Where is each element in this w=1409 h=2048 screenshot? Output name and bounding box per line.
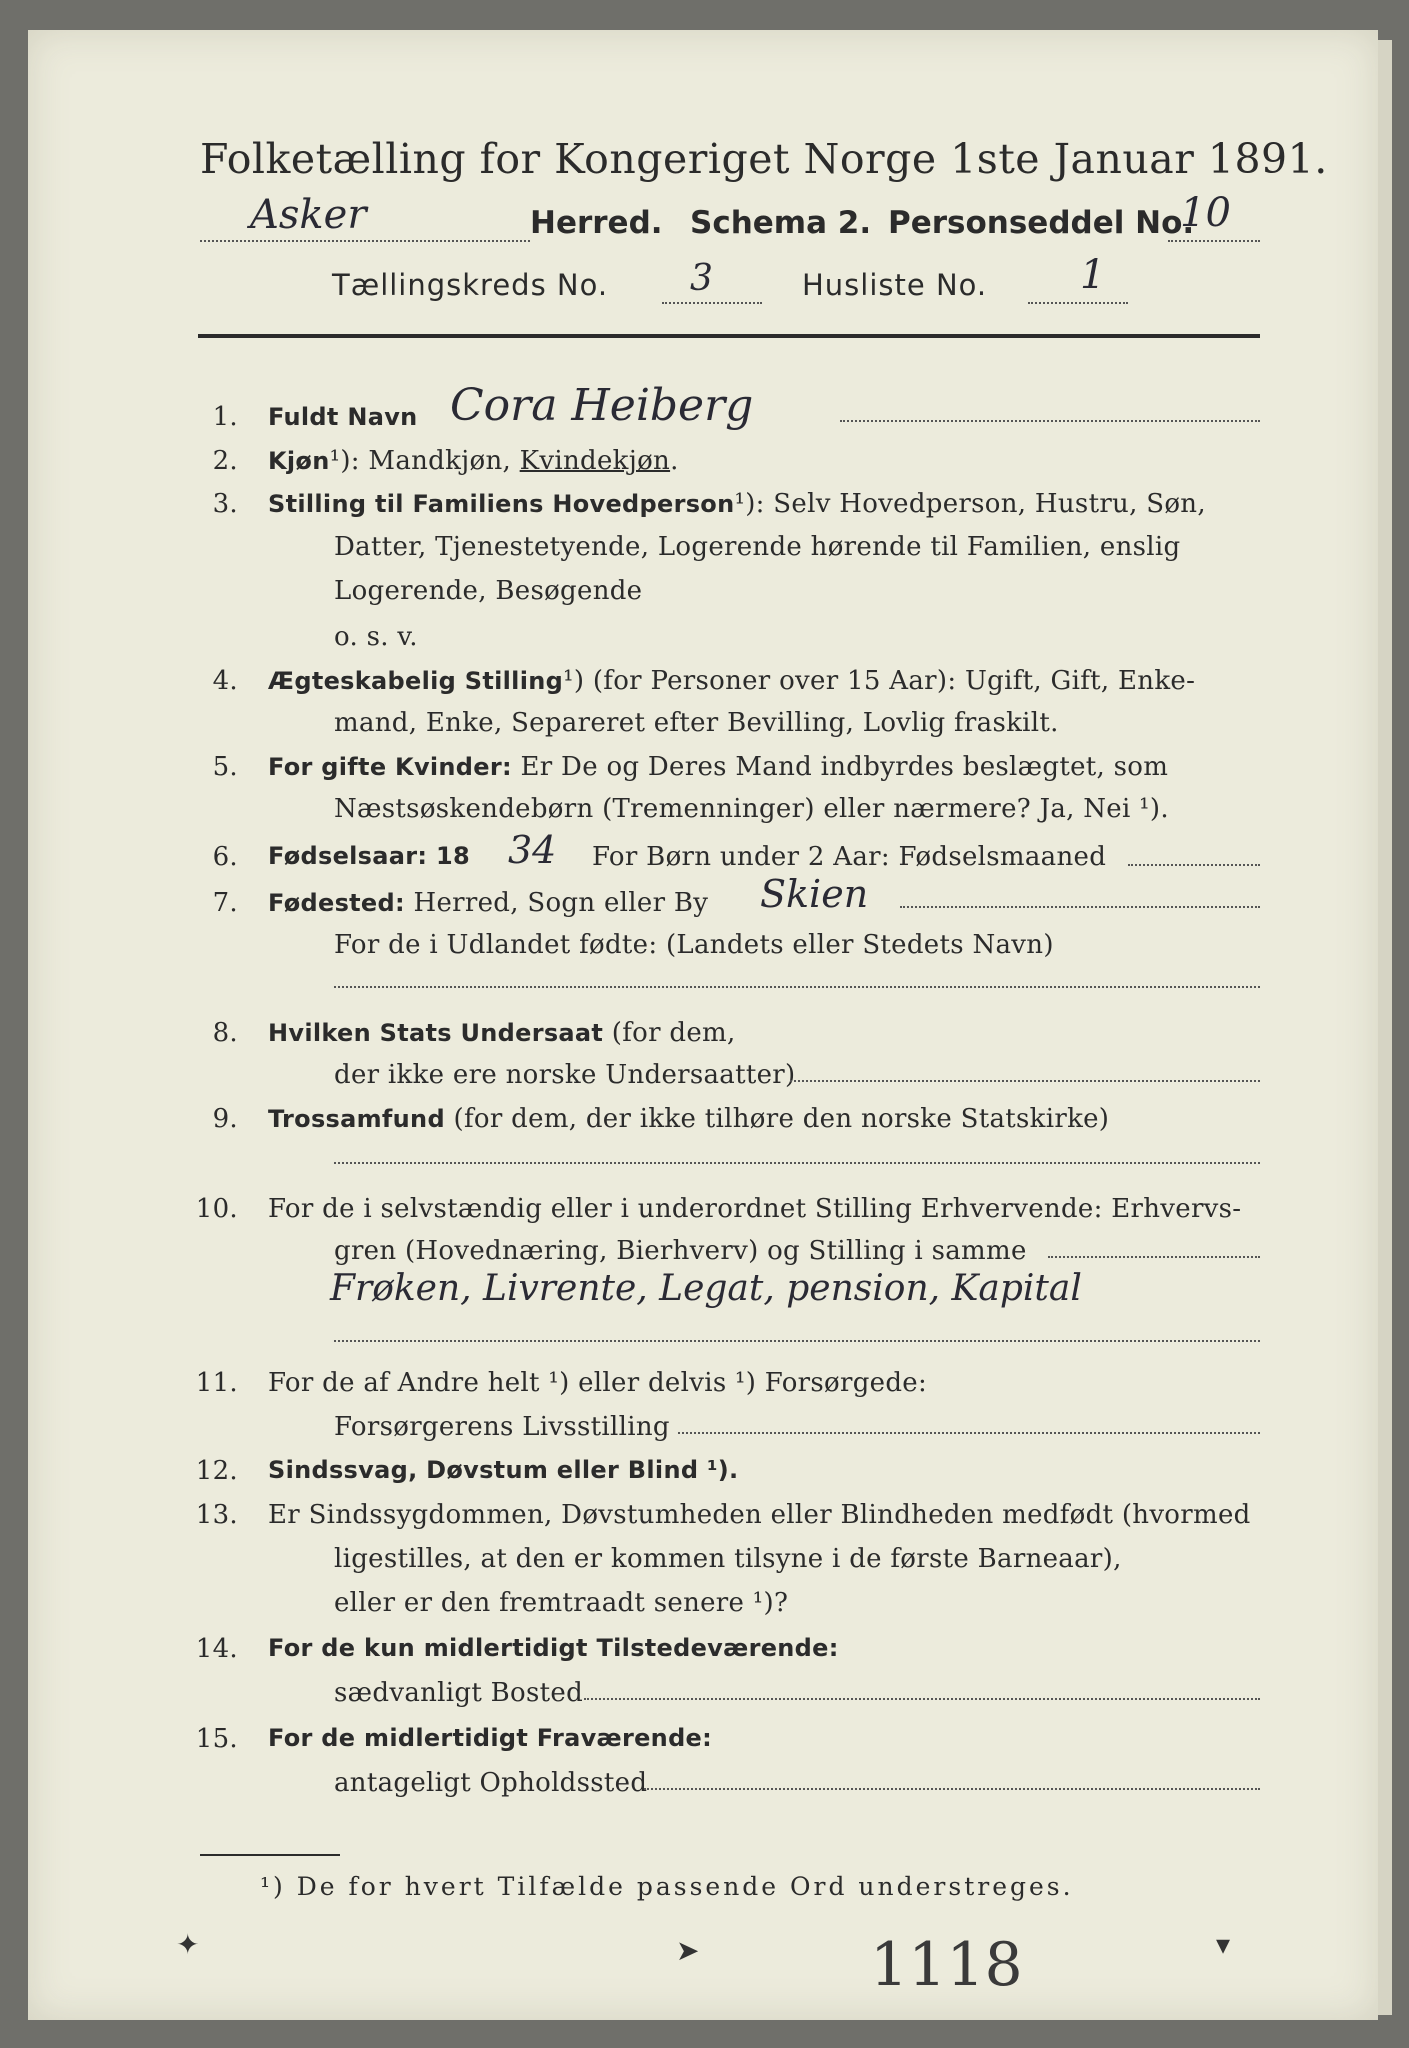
q3-line4: o. s. v. <box>334 622 418 652</box>
footnote-rule <box>200 1854 340 1856</box>
q1-label: Fuldt Navn <box>268 403 418 431</box>
q2-number: 2. <box>212 446 238 476</box>
q6-rest: For Børn under 2 Aar: Fødselsmaaned <box>592 842 1107 872</box>
q9-line1 <box>268 1104 1109 1134</box>
q2-rest-end: . <box>670 446 679 476</box>
header-rule <box>198 334 1260 338</box>
q4-line2: mand, Enke, Separeret efter Bevilling, Lovlig fraskilt. <box>334 708 1059 738</box>
page-edge <box>1378 40 1392 2015</box>
q7-birthplace-value: Skien <box>760 872 869 916</box>
husliste-dotted-line <box>1028 302 1128 304</box>
q7-dotted-line <box>900 906 1260 908</box>
q5-label: For gifte Kvinder: <box>268 753 512 781</box>
husliste-value: 1 <box>1080 252 1106 298</box>
q7-line1-rest: Herred, Sogn eller By <box>413 888 709 918</box>
q3-line1-rest: ¹): Selv Hovedperson, Hustru, Søn, <box>734 489 1206 519</box>
q13-line3: eller er den fremtraadt senere ¹)? <box>334 1588 789 1618</box>
q8-line1-rest: (for dem, <box>611 1018 736 1048</box>
q9-label: Trossamfund <box>268 1105 445 1133</box>
kreds-label: Tællingskreds No. <box>332 268 609 302</box>
q8-line2: der ikke ere norske Undersaatter) <box>334 1060 796 1090</box>
q7-blank-line <box>334 986 1260 988</box>
q8-number: 8. <box>212 1018 238 1048</box>
q10-dotted-line <box>1048 1256 1260 1258</box>
q4-line1 <box>268 666 1195 696</box>
q7-number: 7. <box>212 888 238 918</box>
registration-mark-center-icon: ➤ <box>676 1934 700 1967</box>
q10-line2: gren (Hovednæring, Bierhverv) og Stilling i samme <box>334 1236 1027 1266</box>
q15-dotted-line <box>644 1788 1260 1790</box>
q4-line1-rest: ¹) (for Personer over 15 Aar): Ugift, Gift, Enke- <box>563 666 1196 696</box>
q13-number: 13. <box>195 1500 238 1530</box>
herred-label: Herred. <box>530 205 663 241</box>
form-title: Folketælling for Kongeriget Norge 1ste Januar 1891. <box>200 135 1328 183</box>
q10-blank-line <box>334 1340 1260 1342</box>
q10-occupation-value: Frøken, Livrente, Legat, pension, Kapital <box>330 1268 1082 1309</box>
q9-line1-rest: (for dem, der ikke tilhøre den norske Statskirke) <box>453 1104 1110 1134</box>
q2-label: Kjøn <box>268 447 330 475</box>
q7-line2: For de i Udlandet fødte: (Landets eller Stedets Navn) <box>334 930 1054 960</box>
q8-dotted-line <box>790 1080 1260 1082</box>
q9-blank-line <box>334 1162 1260 1164</box>
q6-label: Fødselsaar: 18 <box>268 842 470 870</box>
q3-label: Stilling til Familiens Hovedperson <box>268 490 735 518</box>
q15-line2: antageligt Opholdssted <box>334 1768 648 1798</box>
page-number: 1118 <box>870 1930 1023 2000</box>
q3-line2: Datter, Tjenestetyende, Logerende hørende til Familien, enslig <box>334 532 1181 562</box>
herred-value: Asker <box>250 192 367 238</box>
personseddel-dotted-line <box>1168 240 1260 242</box>
q14-dotted-line <box>584 1698 1260 1700</box>
q13-line1: Er Sindssygdommen, Døvstumheden eller Blindheden medfødt (hvormed <box>268 1500 1251 1530</box>
q7-label: Fødested: <box>268 889 405 917</box>
q9-number: 9. <box>212 1104 238 1134</box>
q2-rest: ¹): Mandkjøn, <box>329 446 520 476</box>
q14-line2: sædvanligt Bosted <box>334 1678 584 1708</box>
q1-name-value: Cora Heiberg <box>450 380 754 431</box>
q3-line1 <box>268 489 1206 519</box>
q7-line1 <box>268 888 708 918</box>
q5-number: 5. <box>212 752 238 782</box>
footnote: ¹) De for hvert Tilfælde passende Ord understreges. <box>260 1872 1074 1901</box>
q15-number: 15. <box>195 1724 238 1754</box>
q12-line1: Sindssvag, Døvstum eller Blind ¹). <box>268 1456 739 1484</box>
q3-line3: Logerende, Besøgende <box>334 576 643 606</box>
q10-number: 10. <box>195 1194 238 1224</box>
q4-label: Ægteskabelig Stilling <box>268 667 564 695</box>
kreds-value: 3 <box>690 258 713 299</box>
q11-line1: For de af Andre helt ¹) eller delvis ¹) Forsørgede: <box>268 1368 928 1398</box>
schema-label: Schema 2. <box>690 205 872 241</box>
q6-number: 6. <box>212 842 238 872</box>
kreds-dotted-line <box>662 302 762 304</box>
herred-dotted-line <box>200 240 530 242</box>
q15-line1: For de midlertidigt Fraværende: <box>268 1724 713 1752</box>
personseddel-label: Personseddel No. <box>888 205 1195 241</box>
registration-mark-right-icon: ▾ <box>1216 1928 1231 1961</box>
q14-line1: For de kun midlertidigt Tilstedeværende: <box>268 1634 839 1662</box>
q2-text <box>268 446 679 476</box>
q5-line1-rest: Er De og Deres Mand indbyrdes beslægtet, som <box>520 752 1169 782</box>
q6-dotted-line <box>1128 864 1260 866</box>
q8-line1 <box>268 1018 736 1048</box>
q8-label: Hvilken Stats Undersaat <box>268 1019 604 1047</box>
q10-line1: For de i selvstændig eller i underordnet Stilling Erhvervende: Erhvervs- <box>268 1194 1242 1224</box>
q6-year-value: 34 <box>508 828 557 872</box>
q4-number: 4. <box>212 666 238 696</box>
q1-number: 1. <box>212 402 238 432</box>
registration-mark-left-icon: ✦ <box>176 1928 200 1961</box>
q11-number: 11. <box>195 1368 238 1398</box>
q5-line1 <box>268 752 1168 782</box>
husliste-label: Husliste No. <box>802 268 988 302</box>
q2-choice-kvindekjon: Kvindekjøn <box>519 446 671 476</box>
q11-line2: Forsørgerens Livsstilling <box>334 1412 670 1442</box>
q11-dotted-line <box>678 1432 1260 1434</box>
q5-line2: Næstsøskendebørn (Tremenninger) eller nærmere? Ja, Nei ¹). <box>334 794 1169 824</box>
q14-number: 14. <box>195 1634 238 1664</box>
q1-dotted-line <box>840 420 1260 422</box>
q3-number: 3. <box>212 489 238 519</box>
q12-number: 12. <box>195 1456 238 1486</box>
personseddel-value: 10 <box>1180 190 1231 236</box>
q13-line2: ligestilles, at den er kommen tilsyne i de første Barneaar), <box>334 1544 1122 1574</box>
